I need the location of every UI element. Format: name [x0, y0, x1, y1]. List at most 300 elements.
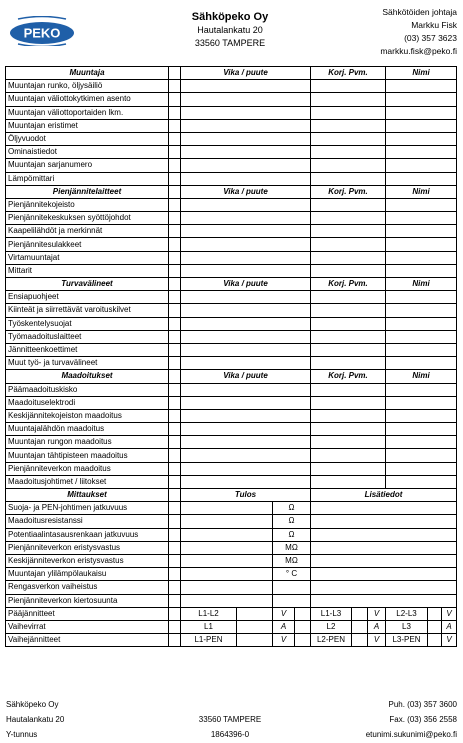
column-header-fault: Vika / puute: [181, 370, 311, 383]
column-header-result: Tulos: [181, 489, 311, 502]
contact-name: Markku Fisk: [411, 20, 457, 30]
checkbox-cell[interactable]: [169, 172, 181, 185]
section-header: [6, 67, 457, 80]
unit-label: V: [368, 634, 386, 647]
checklist-item-label: Pienjännitekeskuksen syöttöjohdot: [6, 212, 169, 225]
result-field[interactable]: [181, 502, 273, 515]
checkbox-cell[interactable]: [169, 106, 181, 119]
section-title: Turvavälineet: [6, 278, 169, 291]
column-header-name: Nimi: [386, 67, 457, 80]
phase-label: Pääjännitteet: [6, 607, 169, 620]
measurement-row: [6, 581, 457, 594]
phase-row: [6, 620, 457, 633]
footer-center: [180, 712, 280, 742]
date-field[interactable]: [311, 119, 386, 132]
footer-city: 33560 TAMPERE: [198, 715, 262, 724]
date-field[interactable]: [311, 383, 386, 396]
footer-id-label: Y-tunnus: [6, 730, 38, 739]
date-field[interactable]: [311, 304, 386, 317]
fault-field[interactable]: [181, 146, 311, 159]
date-field[interactable]: [311, 238, 386, 251]
measurement-row: [6, 528, 457, 541]
measurement-label: Keskijänniteverkon eristysvastus: [6, 554, 169, 567]
checkbox-cell[interactable]: [169, 436, 181, 449]
checklist-row: [6, 317, 457, 330]
unit-label: A: [273, 620, 295, 633]
date-field[interactable]: [311, 146, 386, 159]
date-field[interactable]: [311, 343, 386, 356]
checkbox-cell[interactable]: [169, 357, 181, 370]
checkbox-cell[interactable]: [169, 396, 181, 409]
checklist-item-label: Ominaistiedot: [6, 146, 169, 159]
unit-label: V: [273, 634, 295, 647]
fault-field[interactable]: [181, 251, 311, 264]
checklist-item-label: Muut työ- ja turvavälineet: [6, 357, 169, 370]
unit-label: V: [442, 607, 457, 620]
name-field[interactable]: [386, 357, 457, 370]
checklist-row: [6, 198, 457, 211]
phase-name: L1-PEN: [181, 634, 237, 647]
fault-field[interactable]: [181, 304, 311, 317]
phase-row: [6, 634, 457, 647]
checkbox-cell[interactable]: [169, 304, 181, 317]
unit-label: Ω: [273, 502, 311, 515]
date-field[interactable]: [311, 212, 386, 225]
checklist-row: [6, 146, 457, 159]
checklist-item-label: Maadoituselektrodi: [6, 396, 169, 409]
result-field[interactable]: [181, 554, 273, 567]
result-field[interactable]: [181, 581, 273, 594]
checklist-item-label: Kaapelilähdöt ja merkinnät: [6, 225, 169, 238]
checkbox-cell[interactable]: [169, 541, 181, 554]
column-header-fault: Vika / puute: [181, 278, 311, 291]
fault-field[interactable]: [181, 449, 311, 462]
checkbox-cell[interactable]: [169, 119, 181, 132]
checkbox-cell[interactable]: [169, 212, 181, 225]
date-field[interactable]: [311, 264, 386, 277]
name-field[interactable]: [386, 462, 457, 475]
name-field[interactable]: [386, 436, 457, 449]
name-field[interactable]: [386, 251, 457, 264]
checklist-item-label: Muuntajan sarjanumero: [6, 159, 169, 172]
check-cell: [169, 67, 181, 80]
date-field[interactable]: [311, 291, 386, 304]
checklist-row: [6, 251, 457, 264]
name-field[interactable]: [386, 409, 457, 422]
measurement-label: Potentiaalintasausrenkaan jatkuvuus: [6, 528, 169, 541]
name-field[interactable]: [386, 198, 457, 211]
fault-field[interactable]: [181, 80, 311, 93]
checklist-row: [6, 357, 457, 370]
fault-field[interactable]: [181, 198, 311, 211]
date-field[interactable]: [311, 436, 386, 449]
column-header-name: Nimi: [386, 278, 457, 291]
fault-field[interactable]: [181, 106, 311, 119]
measurement-label: Muuntajan ylilämpölaukaisu: [6, 568, 169, 581]
unit-label: Ω: [273, 528, 311, 541]
checklist-item-label: Muuntajan väliottoportaiden lkm.: [6, 106, 169, 119]
checklist-item-label: Pienjännitesulakkeet: [6, 238, 169, 251]
checklist-item-label: Keskijännitekojeiston maadoitus: [6, 409, 169, 422]
section-title: Pienjännitelaitteet: [6, 185, 169, 198]
info-field[interactable]: [311, 568, 457, 581]
fault-field[interactable]: [181, 264, 311, 277]
phase-name: L2-L3: [386, 607, 428, 620]
unit-label: MΩ: [273, 541, 311, 554]
date-field[interactable]: [311, 449, 386, 462]
section-title: Maadoitukset: [6, 370, 169, 383]
checklist-row: [6, 264, 457, 277]
result-field[interactable]: [181, 541, 273, 554]
checkbox-cell[interactable]: [169, 383, 181, 396]
info-field[interactable]: [311, 515, 457, 528]
unit-label: [273, 594, 311, 607]
fault-field[interactable]: [181, 132, 311, 145]
phase-name: L3: [386, 620, 428, 633]
unit-label: MΩ: [273, 554, 311, 567]
unit-label: [273, 581, 311, 594]
result-field[interactable]: [181, 568, 273, 581]
unit-label: A: [442, 620, 457, 633]
date-field[interactable]: [311, 159, 386, 172]
fault-field[interactable]: [181, 343, 311, 356]
checkbox-cell[interactable]: [169, 462, 181, 475]
checklist-item-label: Ensiapuohjeet: [6, 291, 169, 304]
checklist-row: [6, 475, 457, 488]
checklist-item-label: Öljyvuodot: [6, 132, 169, 145]
name-field[interactable]: [386, 119, 457, 132]
name-field[interactable]: [386, 225, 457, 238]
footer-company: Sähköpeko Oy: [6, 700, 59, 709]
measurement-row: [6, 594, 457, 607]
checklist-row: [6, 212, 457, 225]
checklist-item-label: Pienjänniteverkon maadoitus: [6, 462, 169, 475]
name-field[interactable]: [386, 383, 457, 396]
checklist-row: [6, 383, 457, 396]
column-header-date: Korj. Pvm.: [311, 278, 386, 291]
spacer-cell: [295, 634, 311, 647]
footer-left: [6, 697, 64, 742]
checklist-row: [6, 119, 457, 132]
checkbox-cell[interactable]: [169, 225, 181, 238]
checkbox-cell[interactable]: [169, 80, 181, 93]
name-field[interactable]: [386, 132, 457, 145]
check-cell: [169, 489, 181, 502]
checkbox-cell[interactable]: [169, 159, 181, 172]
name-field[interactable]: [386, 212, 457, 225]
info-field[interactable]: [311, 594, 457, 607]
name-field[interactable]: [386, 264, 457, 277]
column-header-name: Nimi: [386, 370, 457, 383]
company-city: 33560 TAMPERE: [194, 38, 266, 48]
inspection-form-table: [5, 66, 457, 647]
date-field[interactable]: [311, 475, 386, 488]
checkbox-cell[interactable]: [169, 317, 181, 330]
date-field[interactable]: [311, 330, 386, 343]
checklist-row: [6, 396, 457, 409]
checkbox-cell[interactable]: [169, 607, 181, 620]
fault-field[interactable]: [181, 212, 311, 225]
checkbox-cell[interactable]: [169, 132, 181, 145]
checkbox-cell[interactable]: [169, 409, 181, 422]
info-field[interactable]: [311, 581, 457, 594]
column-header-name: Nimi: [386, 185, 457, 198]
column-header-fault: Vika / puute: [181, 185, 311, 198]
unit-label: ° C: [273, 568, 311, 581]
fault-field[interactable]: [181, 159, 311, 172]
footer-business-id: 1864396-0: [210, 730, 250, 739]
result-field[interactable]: [181, 515, 273, 528]
unit-label: V: [368, 607, 386, 620]
checklist-row: [6, 132, 457, 145]
fault-field[interactable]: [181, 423, 311, 436]
info-field[interactable]: [311, 502, 457, 515]
checklist-row: [6, 304, 457, 317]
check-cell: [169, 185, 181, 198]
checklist-item-label: Maadoitusjohtimet / liitokset: [6, 475, 169, 488]
checkbox-cell[interactable]: [169, 423, 181, 436]
checklist-row: [6, 93, 457, 106]
checklist-item-label: Mittarit: [6, 264, 169, 277]
date-field[interactable]: [311, 409, 386, 422]
spacer-cell: [295, 620, 311, 633]
checkbox-cell[interactable]: [169, 238, 181, 251]
contact-email[interactable]: markku.fisk@peko.fi: [380, 46, 457, 56]
checklist-row: [6, 172, 457, 185]
checklist-item-label: Muuntajan tähtipisteen maadoitus: [6, 449, 169, 462]
fault-field[interactable]: [181, 357, 311, 370]
checklist-item-label: Virtamuuntajat: [6, 251, 169, 264]
measurement-label: Maadoitusresistanssi: [6, 515, 169, 528]
date-field[interactable]: [311, 132, 386, 145]
checklist-row: [6, 343, 457, 356]
name-field[interactable]: [386, 475, 457, 488]
phase-name: L1-L2: [181, 607, 237, 620]
checkbox-cell[interactable]: [169, 568, 181, 581]
date-field[interactable]: [311, 396, 386, 409]
peko-logo: [8, 16, 76, 46]
name-field[interactable]: [386, 423, 457, 436]
checkbox-cell[interactable]: [169, 554, 181, 567]
section-title: Muuntaja: [6, 67, 169, 80]
name-field[interactable]: [386, 291, 457, 304]
phase-name: L2-PEN: [311, 634, 352, 647]
name-field[interactable]: [386, 159, 457, 172]
footer-fax: Fax. (03) 356 2558: [389, 715, 457, 724]
name-field[interactable]: [386, 343, 457, 356]
checklist-item-label: Muuntajan eristimet: [6, 119, 169, 132]
section-header: [6, 278, 457, 291]
checkbox-cell[interactable]: [169, 502, 181, 515]
checklist-row: [6, 159, 457, 172]
fault-field[interactable]: [181, 436, 311, 449]
date-field[interactable]: [311, 80, 386, 93]
checkbox-cell[interactable]: [169, 93, 181, 106]
checkbox-cell[interactable]: [169, 581, 181, 594]
checklist-item-label: Kiinteät ja siirrettävät varoituskilvet: [6, 304, 169, 317]
result-field[interactable]: [181, 528, 273, 541]
fault-field[interactable]: [181, 225, 311, 238]
value-field[interactable]: [352, 634, 368, 647]
value-field[interactable]: [237, 620, 273, 633]
value-field[interactable]: [428, 607, 442, 620]
checklist-item-label: Muuntajan runko, öljysäiliö: [6, 80, 169, 93]
checklist-item-label: Työmaadoituslaitteet: [6, 330, 169, 343]
checkbox-cell[interactable]: [169, 449, 181, 462]
name-field[interactable]: [386, 172, 457, 185]
name-field[interactable]: [386, 449, 457, 462]
checklist-item-label: Päämaadoituskisko: [6, 383, 169, 396]
contact-phone: (03) 357 3623: [404, 33, 457, 43]
fault-field[interactable]: [181, 409, 311, 422]
name-field[interactable]: [386, 106, 457, 119]
fault-field[interactable]: [181, 119, 311, 132]
checkbox-cell[interactable]: [169, 515, 181, 528]
checklist-item-label: Lämpömittari: [6, 172, 169, 185]
check-cell: [169, 278, 181, 291]
fault-field[interactable]: [181, 93, 311, 106]
checkbox-cell[interactable]: [169, 198, 181, 211]
checkbox-cell[interactable]: [169, 146, 181, 159]
section-header: [6, 185, 457, 198]
section-title: Mittaukset: [6, 489, 169, 502]
checklist-row: [6, 330, 457, 343]
checkbox-cell[interactable]: [169, 634, 181, 647]
fault-field[interactable]: [181, 330, 311, 343]
phase-label: Vaihejännitteet: [6, 634, 169, 647]
checklist-row: [6, 106, 457, 119]
measurement-row: [6, 502, 457, 515]
date-field[interactable]: [311, 225, 386, 238]
unit-label: V: [442, 634, 457, 647]
info-field[interactable]: [311, 528, 457, 541]
fault-field[interactable]: [181, 396, 311, 409]
spacer-cell: [295, 607, 311, 620]
checklist-item-label: Muuntajan väliottokytkimen asento: [6, 93, 169, 106]
checklist-row: [6, 462, 457, 475]
unit-label: V: [273, 607, 295, 620]
phase-label: Vaihevirrat: [6, 620, 169, 633]
measurement-label: Pienjänniteverkon eristysvastus: [6, 541, 169, 554]
name-field[interactable]: [386, 238, 457, 251]
phase-name: L1: [181, 620, 237, 633]
fault-field[interactable]: [181, 172, 311, 185]
date-field[interactable]: [311, 317, 386, 330]
checklist-row: [6, 80, 457, 93]
fault-field[interactable]: [181, 317, 311, 330]
checklist-item-label: Muuntajalähdön maadoitus: [6, 423, 169, 436]
fault-field[interactable]: [181, 475, 311, 488]
column-header-date: Korj. Pvm.: [311, 185, 386, 198]
checkbox-cell[interactable]: [169, 343, 181, 356]
company-street: Hautalankatu 20: [197, 25, 263, 35]
footer-right: [366, 697, 457, 742]
column-header-date: Korj. Pvm.: [311, 370, 386, 383]
fault-field[interactable]: [181, 291, 311, 304]
checklist-row: [6, 409, 457, 422]
info-field[interactable]: [311, 554, 457, 567]
name-field[interactable]: [386, 80, 457, 93]
measurement-label: Rengasverkon vaiheistus: [6, 581, 169, 594]
value-field[interactable]: [352, 607, 368, 620]
date-field[interactable]: [311, 357, 386, 370]
name-field[interactable]: [386, 93, 457, 106]
checkbox-cell[interactable]: [169, 475, 181, 488]
name-field[interactable]: [386, 304, 457, 317]
result-field[interactable]: [181, 594, 273, 607]
checkbox-cell[interactable]: [169, 251, 181, 264]
value-field[interactable]: [237, 634, 273, 647]
checkbox-cell[interactable]: [169, 594, 181, 607]
checklist-row: [6, 423, 457, 436]
unit-label: Ω: [273, 515, 311, 528]
date-field[interactable]: [311, 251, 386, 264]
date-field[interactable]: [311, 93, 386, 106]
value-field[interactable]: [428, 634, 442, 647]
checkbox-cell[interactable]: [169, 330, 181, 343]
company-name: Sähköpeko Oy: [191, 11, 269, 23]
date-field[interactable]: [311, 106, 386, 119]
checklist-row: [6, 291, 457, 304]
name-field[interactable]: [386, 330, 457, 343]
date-field[interactable]: [311, 172, 386, 185]
column-header-date: Korj. Pvm.: [311, 67, 386, 80]
logo-text: PEKO: [23, 25, 61, 41]
measurement-row: [6, 541, 457, 554]
measurement-label: Pienjänniteverkon kiertosuunta: [6, 594, 169, 607]
checkbox-cell[interactable]: [169, 264, 181, 277]
footer-phone: Puh. (03) 357 3600: [388, 700, 457, 709]
name-field[interactable]: [386, 146, 457, 159]
checkbox-cell[interactable]: [169, 620, 181, 633]
checklist-item-label: Työskentelysuojat: [6, 317, 169, 330]
fault-field[interactable]: [181, 238, 311, 251]
column-header-fault: Vika / puute: [181, 67, 311, 80]
section-header: [6, 370, 457, 383]
checklist-item-label: Muuntajan rungon maadoitus: [6, 436, 169, 449]
phase-name: L1-L3: [311, 607, 352, 620]
value-field[interactable]: [428, 620, 442, 633]
name-field[interactable]: [386, 396, 457, 409]
contact-title: Sähkötöiden johtaja: [382, 7, 457, 17]
value-field[interactable]: [352, 620, 368, 633]
footer-street: Hautalankatu 20: [6, 715, 65, 724]
unit-label: A: [368, 620, 386, 633]
measurements-header: [6, 489, 457, 502]
footer-email[interactable]: etunimi.sukunimi@peko.fi: [365, 730, 457, 739]
info-field[interactable]: [311, 541, 457, 554]
check-cell: [169, 370, 181, 383]
date-field[interactable]: [311, 198, 386, 211]
checklist-row: [6, 449, 457, 462]
contact-info: [380, 6, 457, 58]
measurement-row: [6, 568, 457, 581]
checklist-row: [6, 436, 457, 449]
fault-field[interactable]: [181, 462, 311, 475]
checklist-row: [6, 225, 457, 238]
measurement-label: Suoja- ja PEN-johtimen jatkuvuus: [6, 502, 169, 515]
measurement-row: [6, 515, 457, 528]
fault-field[interactable]: [181, 383, 311, 396]
checkbox-cell[interactable]: [169, 291, 181, 304]
value-field[interactable]: [237, 607, 273, 620]
measurement-row: [6, 554, 457, 567]
company-address: [150, 10, 310, 50]
name-field[interactable]: [386, 317, 457, 330]
checkbox-cell[interactable]: [169, 528, 181, 541]
date-field[interactable]: [311, 462, 386, 475]
date-field[interactable]: [311, 423, 386, 436]
